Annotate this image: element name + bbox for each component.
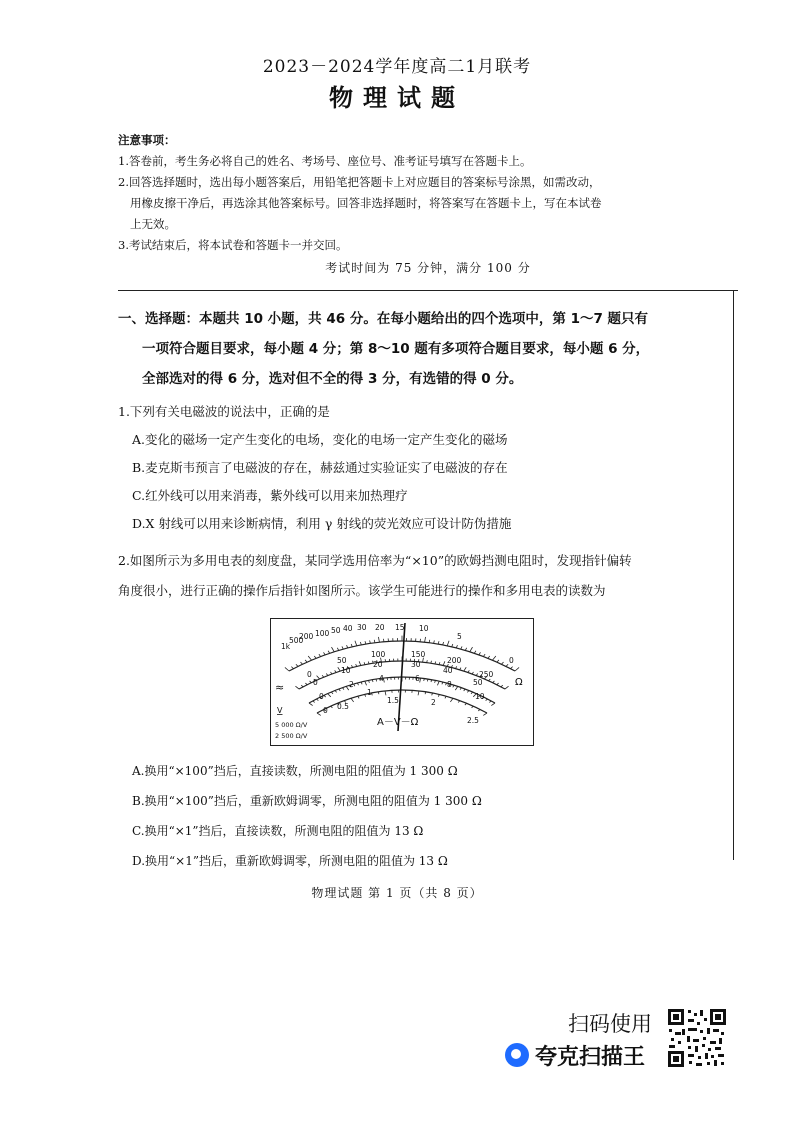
ohm-label-50: 50 (331, 626, 341, 635)
ac-tick (365, 681, 367, 685)
dc2-label-40: 40 (443, 666, 453, 675)
dc-tick (501, 685, 503, 687)
ac-label-6: 6 (415, 674, 420, 683)
subject-title: 物理试题 (329, 84, 465, 112)
ac-tick (420, 678, 421, 682)
ac-tick (328, 694, 331, 697)
header-divider (118, 290, 738, 291)
ohm-tick (305, 660, 307, 662)
brand-logo-icon (505, 1043, 529, 1067)
ac-tick (486, 699, 488, 701)
ohm-tick (323, 652, 325, 654)
low-tick (472, 706, 474, 708)
ac-tick (491, 703, 495, 706)
option-a: A.变化的磁场一定产生变化的电场，变化的电场一定产生变化的磁场 (132, 432, 508, 447)
ohm-tick (285, 667, 289, 671)
ohm-label-20: 20 (375, 623, 385, 632)
notice-item: 2.回答选择题时，选出每小题答案后，用铅笔把答题卡上对应题目的答案标号涂黑，如需改动， (118, 175, 601, 189)
section-line: 全部选对的得 6 分，选对但不全的得 3 分，有选错的得 0 分。 (142, 371, 523, 387)
dc-tick (338, 667, 340, 671)
ohm-tick (474, 651, 476, 654)
low-label-0-5: 0.5 (337, 702, 349, 711)
dc2-label-20: 20 (373, 660, 383, 669)
question-stem-cont: 角度很小，进行正确的操作后指针如图所示。该学生可能进行的操作和多用电表的读数为 (118, 583, 606, 598)
ohm-tick (296, 664, 298, 666)
section-heading (118, 304, 730, 394)
option-c: C.红外线可以用来消毒，紫外线可以用来加热理疗 (132, 488, 408, 503)
dc-label-100: 100 (371, 650, 386, 659)
brand-name: 夸克扫描王 (535, 1044, 646, 1070)
ohm-tick (497, 660, 499, 662)
ac-symbol: ≈ (275, 681, 285, 694)
section-line: 一项符合题目要求，每小题 4 分；第 8～10 题有多项符合题目要求，每小题 6 分， (142, 341, 650, 357)
ohm-label-15: 15 (395, 623, 405, 632)
low-tick (450, 698, 453, 702)
dc-v-symbol: V (277, 706, 283, 715)
low-tick (483, 713, 487, 715)
dc-tick (427, 660, 428, 662)
notice-heading: 注意事项： (118, 133, 176, 147)
ohm-tick (510, 667, 512, 669)
low-tick (317, 713, 321, 715)
page-footer: 物理试题 第 1 页（共 8 页） (311, 886, 483, 900)
low-label-0: 0 (323, 706, 328, 715)
ohm-tick (515, 667, 519, 671)
dc-label-200: 200 (447, 656, 462, 665)
ac-label-2: 2 (349, 680, 354, 689)
dc-tick (305, 683, 307, 685)
notice-item: 3.考试结束后，将本试卷和答题卡一并交回。 (118, 238, 348, 252)
dc-tick (493, 681, 495, 683)
low-tick (478, 709, 480, 711)
low-tick (418, 691, 419, 695)
ohm-tick (456, 645, 457, 648)
ac-tick (354, 684, 355, 686)
ohm-symbol: Ω (515, 677, 523, 688)
ohm-tick (425, 637, 426, 642)
low-tick (385, 691, 386, 695)
ohm-tick (319, 654, 321, 656)
question-stem: 2.如图所示为多用电表的刻度盘，某同学选用倍率为“×10”的欧姆挡测电阻时，发现指针偏转 (118, 553, 632, 568)
dc-tick (497, 683, 499, 685)
dc-tick (301, 685, 303, 687)
ohm-label-1k: 1k (281, 642, 291, 651)
dc-tick (489, 679, 491, 681)
low-label-1: 1 (367, 688, 372, 697)
ohm-tick (452, 644, 453, 647)
option-d: D.X 射线可以用来诊断病情，利用 γ 射线的荧光效应可设计防伪措施 (132, 516, 512, 531)
low-label-2-5: 2.5 (467, 716, 479, 725)
ohm-tick (479, 652, 481, 654)
ac-tick (313, 701, 315, 703)
low-tick (351, 698, 354, 702)
notice-block (118, 130, 738, 279)
low-tick (358, 696, 359, 698)
ac-label-10: 10 (475, 692, 485, 701)
notice-item: 用橡皮擦干净后，再选涂其他答案标号。回答非选择题时，将答案写在答题卡上，写在本试卷 (130, 196, 602, 210)
ohm-tick (347, 645, 348, 648)
meter-center-label: A－V－Ω (377, 717, 419, 728)
ac-label-0: 0 (319, 692, 324, 701)
dc-label-150: 150 (411, 650, 426, 659)
sensitivity-label-1: 5 000 Ω/V (275, 721, 308, 729)
ac-tick (309, 703, 313, 706)
dc-tick (460, 668, 461, 670)
question-stem: 1.下列有关电磁波的说法中，正确的是 (118, 404, 330, 419)
dc-tick (359, 661, 361, 665)
ac-tick (455, 686, 458, 690)
ohm-tick (300, 662, 302, 664)
margin-line (733, 290, 734, 860)
ohm-label-30: 30 (357, 623, 367, 632)
ac-label-4: 4 (379, 674, 384, 683)
section-line: 一、选择题：本题共 10 小题，共 46 分。在每小题给出的四个选项中，第 1～7 题只有 (118, 311, 649, 327)
ac-tick (453, 685, 454, 687)
option-b: B.麦克斯韦预言了电磁波的存在，赫兹通过实验证实了电磁波的存在 (132, 460, 508, 475)
question-2-options (118, 756, 730, 876)
ohm-label-40: 40 (343, 624, 353, 633)
ohm-tick (331, 647, 334, 652)
option-b: B.换用“×100”挡后，重新欧姆调零，所测电阻的阻值为 1 300 Ω (132, 794, 482, 808)
ohm-tick (291, 667, 293, 669)
notice-item: 1.答卷前，考生务必将自己的姓名、考场号、座位号、准考证号填写在答题卡上。 (118, 154, 532, 168)
low-tick (331, 706, 333, 708)
dc-tick (505, 686, 509, 689)
scanner-brand (505, 1040, 645, 1070)
notice-item: 上无效。 (130, 217, 176, 231)
ohm-tick (506, 664, 508, 666)
ohm-label-200: 200 (299, 632, 314, 641)
dc-tick (464, 667, 466, 671)
question-1 (118, 398, 730, 538)
low-label-2: 2 (431, 698, 436, 707)
dc2-label-10: 10 (341, 666, 351, 675)
dc2-label-50: 50 (473, 678, 483, 687)
dc-tick (295, 686, 299, 689)
option-d: D.换用“×1”挡后，重新欧姆调零，所测电阻的阻值为 13 Ω (132, 854, 448, 868)
multimeter-dial (270, 618, 534, 746)
ac-tick (324, 695, 326, 697)
option-a: A.换用“×100”挡后，直接读数，所测电阻的阻值为 1 300 Ω (132, 764, 458, 778)
option-c: C.换用“×1”挡后，直接读数，所测电阻的阻值为 13 Ω (132, 824, 424, 838)
dc2-label-30: 30 (411, 660, 421, 669)
dc2-label-0: 0 (313, 678, 318, 687)
ohm-label-10: 10 (419, 624, 429, 633)
ohm-tick (351, 644, 352, 647)
ohm-tick (355, 641, 357, 646)
ohm-tick (447, 641, 449, 646)
exam-title: 2023－2024学年度高二1月联考 (262, 57, 532, 77)
ac-label-8: 8 (447, 680, 452, 689)
dc-label-0: 0 (307, 670, 312, 679)
dc-label-50: 50 (337, 656, 347, 665)
ac-tick (489, 701, 491, 703)
multimeter-dial-svg (271, 619, 533, 745)
ohm-tick (492, 656, 495, 660)
ohm-tick (488, 656, 490, 658)
ohm-tick (501, 662, 503, 664)
ohm-tick (378, 637, 379, 642)
sensitivity-label-2: 2 500 Ω/V (275, 732, 308, 740)
dc-tick (443, 661, 445, 665)
low-tick (445, 696, 446, 698)
ohm-tick (308, 656, 311, 660)
low-label-1-5: 1.5 (387, 696, 399, 705)
dc-label-250: 250 (479, 670, 494, 679)
dc-tick (310, 681, 312, 683)
exam-time: 考试时间为 75 分钟，满分 100 分 (325, 261, 531, 275)
ohm-label-100: 100 (315, 629, 330, 638)
ohm-label-5: 5 (457, 632, 462, 641)
ohm-label-500: 500 (289, 636, 304, 645)
ohm-tick (314, 656, 316, 658)
ohm-label-0: 0 (509, 656, 514, 665)
question-2 (118, 546, 730, 606)
ohm-tick (470, 647, 473, 652)
ohm-tick (483, 654, 485, 656)
qr-code-icon[interactable] (667, 1008, 727, 1068)
ohm-tick (328, 651, 330, 654)
ac-tick (437, 681, 439, 685)
scan-label: 扫码使用 (568, 1012, 652, 1036)
